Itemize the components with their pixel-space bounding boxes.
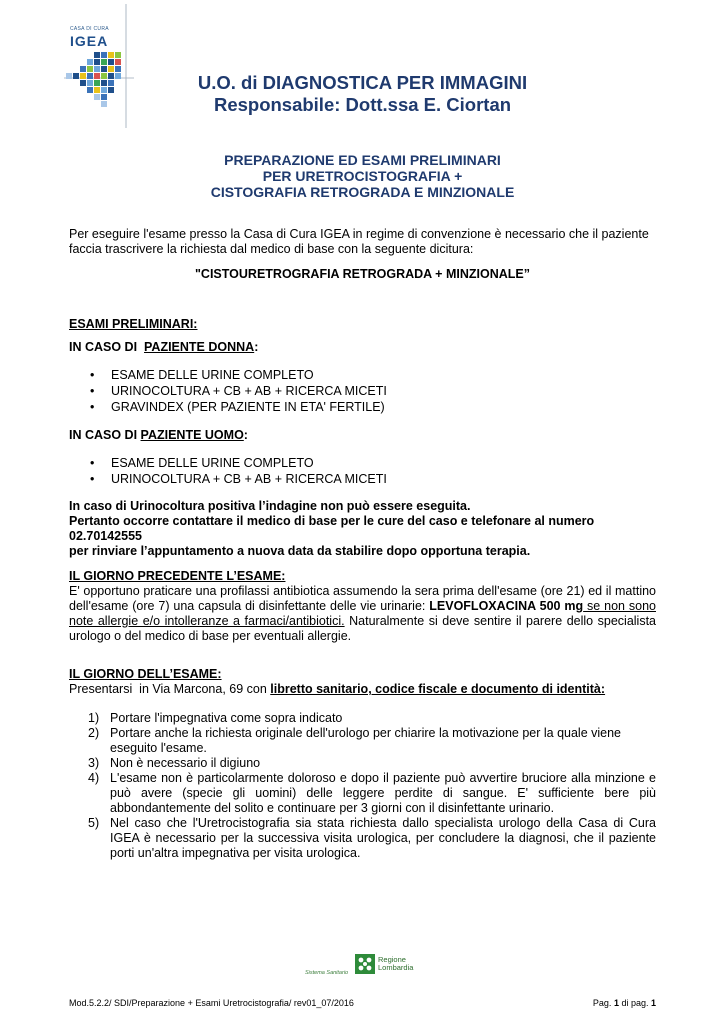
intro-line-2: faccia trascrivere la richiesta dal medico di base con la seguente dicitura: [69,242,474,256]
donna-label: PAZIENTE DONNA [144,340,255,354]
giorno-prima-paragraph [69,584,656,644]
giorno-esame-heading-text: IL GIORNO DELL’ESAME: [69,667,222,681]
specialist-note: Naturalmente si deve sentire il parere dello specialista urologo o del medico di base per eventuali allergie. [69,614,656,643]
region-name [378,956,413,972]
step-text: L'esame non è particolarmente doloroso e dopo il paziente può avvertire bruciore alla minzione e può avere (specie gli uomini) delle leggere perdite di sangue. E' sufficiente bere più abbondantemente del solito e continuare per 3 giorni con il disinfettante urinario. [110,771,656,815]
presentation-address: Presentarsi in Via Marcona, 69 con [69,682,271,696]
logo-caption: CASA DI CURA [70,26,109,32]
giorno-prima-heading [69,569,656,584]
document-subtitle [0,152,725,200]
step-number: 2) [88,726,100,740]
step-number: 3) [88,756,100,770]
preliminari-heading-text: ESAMI PRELIMINARI: [69,317,198,331]
subtitle-line-3: CISTOGRAFIA RETROGRADA E MINZIONALE [210,184,515,200]
responsible-line: Responsabile: Dott.ssa E. Ciortan [213,94,512,115]
step-number: 1) [88,711,100,725]
region-line-2: Lombardia [378,963,414,972]
giorno-prima-heading-text: IL GIORNO PRECEDENTE L’ESAME: [69,569,286,583]
list-item: • URINOCOLTURA + CB + AB + RICERCA MICETI [90,384,387,400]
list-item [88,771,656,816]
list-item [88,816,656,861]
list-item [88,756,656,771]
warning-line-2: Pertanto occorre contattare il medico di base per le cure del caso e telefonare al numero 02.70142555 [69,514,595,543]
uomo-colon: : [243,428,248,442]
donna-prefix: IN CASO DI [69,340,145,354]
page-total: 1 [650,998,656,1008]
page-number: 1 [613,998,619,1008]
intro-line-1: Per eseguire l'esame presso la Casa di Cura IGEA in regime di convenzione è necessario che il paziente [69,227,649,241]
subtitle-line-1: PREPARAZIONE ED ESAMI PRELIMINARI [224,152,501,168]
uomo-exam-list [90,456,387,488]
document-code: Mod.5.2.2/ SDI/Preparazione + Esami Uretrocistografia/ rev01_07/2016 [69,998,354,1008]
unit-title: U.O. di DIAGNOSTICA PER IMMAGINI [197,72,528,93]
subtitle-line-2: PER URETROCISTOGRAFIA + [262,168,463,184]
list-item [88,726,656,756]
step-number: 5) [88,816,100,830]
exam-day-steps [88,711,656,861]
region-line-1: Regione [378,955,406,964]
required-documents: libretto sanitario, codice fiscale e documento di identità: [270,682,606,696]
preliminari-heading [69,317,656,332]
step-text: Non è necessario il digiuno [110,756,261,770]
donna-exam-list [90,368,387,416]
sistema-sanitario-label: Sistema Sanitario [305,970,349,976]
step-text: Nel caso che l'Uretrocistografia sia stata richiesta dallo specialista urologo della Casa di Cura IGEA è necessario per la successiva visita urologica, per concludere la diagnosi, che il paziente porti un'altra impegnativa per visita urologica. [110,816,656,860]
donna-heading [69,340,656,355]
uomo-label: PAZIENTE UOMO [140,428,244,442]
presentation-line [69,682,656,697]
giorno-esame-heading [69,667,656,682]
warning-line-3: per rinviare l’appuntamento a nuova data da stabilire dopo opportuna terapia. [69,544,531,558]
warning-line-1: In caso di Urinocoltura positiva l’indagine non può essere eseguita. [69,499,471,513]
list-item: • URINOCOLTURA + CB + AB + RICERCA MICETI [90,472,387,488]
allergy-note: se non sono note allergie e/o intolleranze a farmaci/antibiotici. [69,599,656,628]
page-mid: di pag. [618,998,651,1008]
list-item: • ESAME DELLE URINE COMPLETO [90,456,387,472]
page-counter [593,996,656,1011]
uomo-heading [69,428,656,443]
required-wording: "CISTOURETROGRAFIA RETROGRADA + MINZIONALE” [195,267,530,281]
donna-colon: : [254,340,259,354]
lombardia-rose-icon [355,954,375,974]
list-item: • ESAME DELLE URINE COMPLETO [90,368,387,384]
list-item [88,711,656,726]
regione-lombardia-logo [305,952,425,978]
list-item: • GRAVINDEX (PER PAZIENTE IN ETA' FERTILE) [90,400,387,416]
logo-name: IGEA [70,33,109,49]
step-text: Portare anche la richiesta originale dell'urologo per chiarire la motivazione per la quale viene eseguito l'esame. [110,726,622,755]
positive-culture-warning [69,499,656,559]
step-number: 4) [88,771,100,785]
page-prefix: Pag. [592,998,614,1008]
prophylaxis-text: E' opportuno praticare una profilassi antibiotica assumendo la sera prima dell'esame (ore 21) ed il mattino dell'esame (ore 7) una capsula di disinfettante delle vie urinarie: [69,584,656,613]
intro-paragraph [69,227,656,257]
step-text: Portare l'impegnativa come sopra indicato [110,711,343,725]
uomo-prefix: IN CASO DI [69,428,141,442]
drug-name: LEVOFLOXACINA 500 mg [429,599,584,613]
